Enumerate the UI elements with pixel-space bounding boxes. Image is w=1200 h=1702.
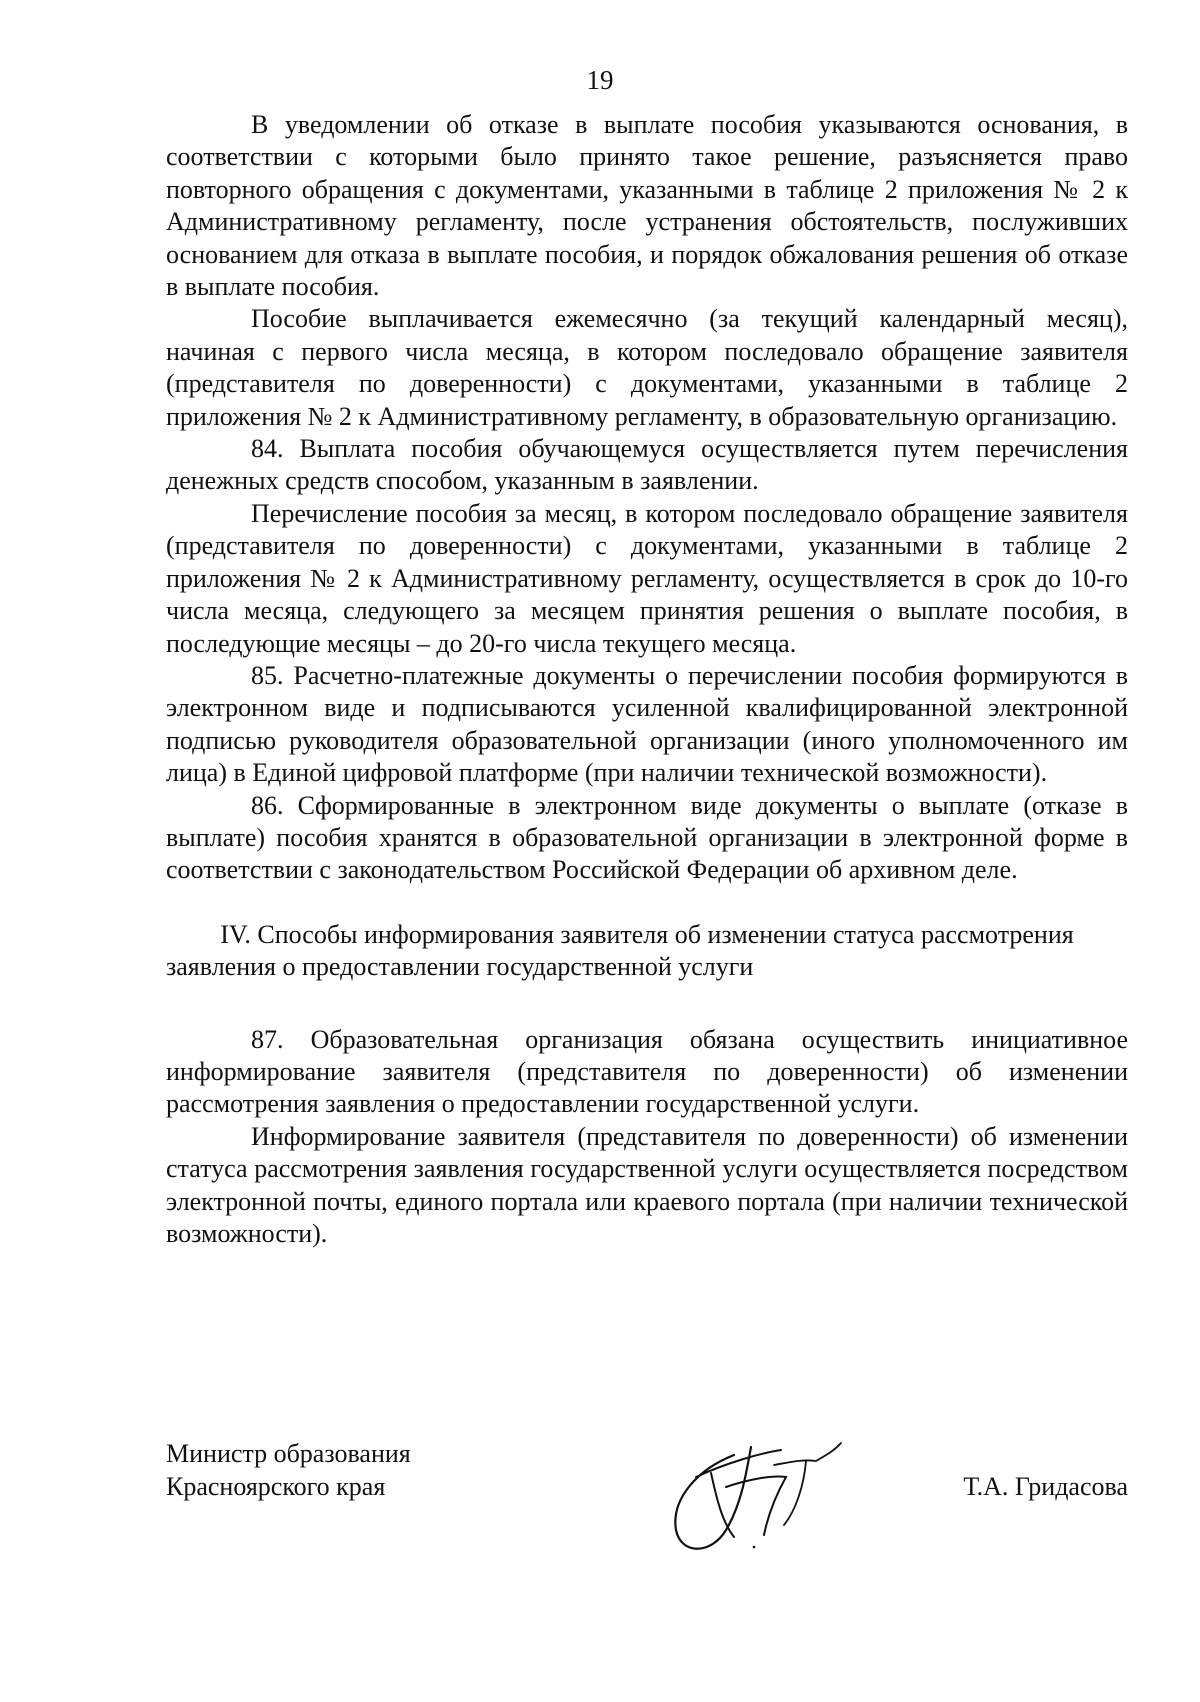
handwritten-signature <box>656 1425 846 1565</box>
signer-title-line-1: Министр образования <box>166 1439 411 1468</box>
section-heading-iv: IV. Способы информирования заявителя об изменении статуса рассмотрения заявления о предоставлении государственной услуги <box>166 919 1074 982</box>
signer-title-line-2: Красноярского края <box>166 1472 386 1501</box>
paragraph-84: 84. Выплата пособия обучающемуся осуществляется путем перечисления денежных средств способом, указанным в заявлении. <box>166 434 1128 496</box>
paragraph-informing: Информирование заявителя (представителя по доверенности) об изменении статуса рассмотрения заявления государственной услуги осуществляется посредством электронной почты, единого портала или краевого портала (при наличии технической возможности). <box>166 1121 1128 1248</box>
paragraph-transfer-terms: Перечисление пособия за месяц, в котором последовало обращение заявителя (представителя по доверенности) с документами, указанными в таблице 2 приложения № 2 к Административному регламенту, осуществляется в срок до 10-го числа месяца, следующего за месяцем принятия решения о выплате пособия, в последующие месяцы – до 20-го числа текущего месяца. <box>166 498 1128 658</box>
paragraph-monthly-payment: Пособие выплачивается ежемесячно (за текущий календарный месяц), начиная с первого числа месяца, в котором последовало обращение заявителя (представителя по доверенности) с документами, указанными в таблице 2 приложения № 2 к Административному регламенту, в образовательную организацию. <box>166 304 1128 431</box>
signature-block <box>166 1437 1128 1557</box>
signer-title <box>166 1437 411 1503</box>
paragraph-86: 86. Сформированные в электронном виде документы о выплате (отказе в выплате) пособия хранятся в образовательной организации в электронной форме в соответствии с законодательством Российской Федерации об архивном деле. <box>166 790 1128 885</box>
signer-name: Т.А. Гридасова <box>963 1472 1128 1501</box>
document-body <box>166 109 1128 1250</box>
paragraph-refusal-notice: В уведомлении об отказе в выплате пособия указываются основания, в соответствии с которыми было принято такое решение, разъясняется право повторного обращения с документами, указанными в таблице 2 приложения № 2 к Административному регламенту, после устранения обстоятельств, послуживших основанием для отказа в выплате пособия, и порядок обжалования решения об отказе в выплате пособия. <box>166 110 1128 302</box>
page-number: 19 <box>586 65 614 95</box>
paragraph-87: 87. Образовательная организация обязана осуществить инициативное информирование заявителя (представителя по доверенности) об изменении рассмотрения заявления о предоставлении государственной услуги. <box>166 1024 1128 1119</box>
paragraph-85: 85. Расчетно-платежные документы о перечислении пособия формируются в электронном виде и подписываются усиленной квалифицированной электронной подписью руководителя образовательной организации (иного уполномоченного им лица) в Единой цифровой платформе (при наличии технической возможности). <box>166 660 1128 788</box>
